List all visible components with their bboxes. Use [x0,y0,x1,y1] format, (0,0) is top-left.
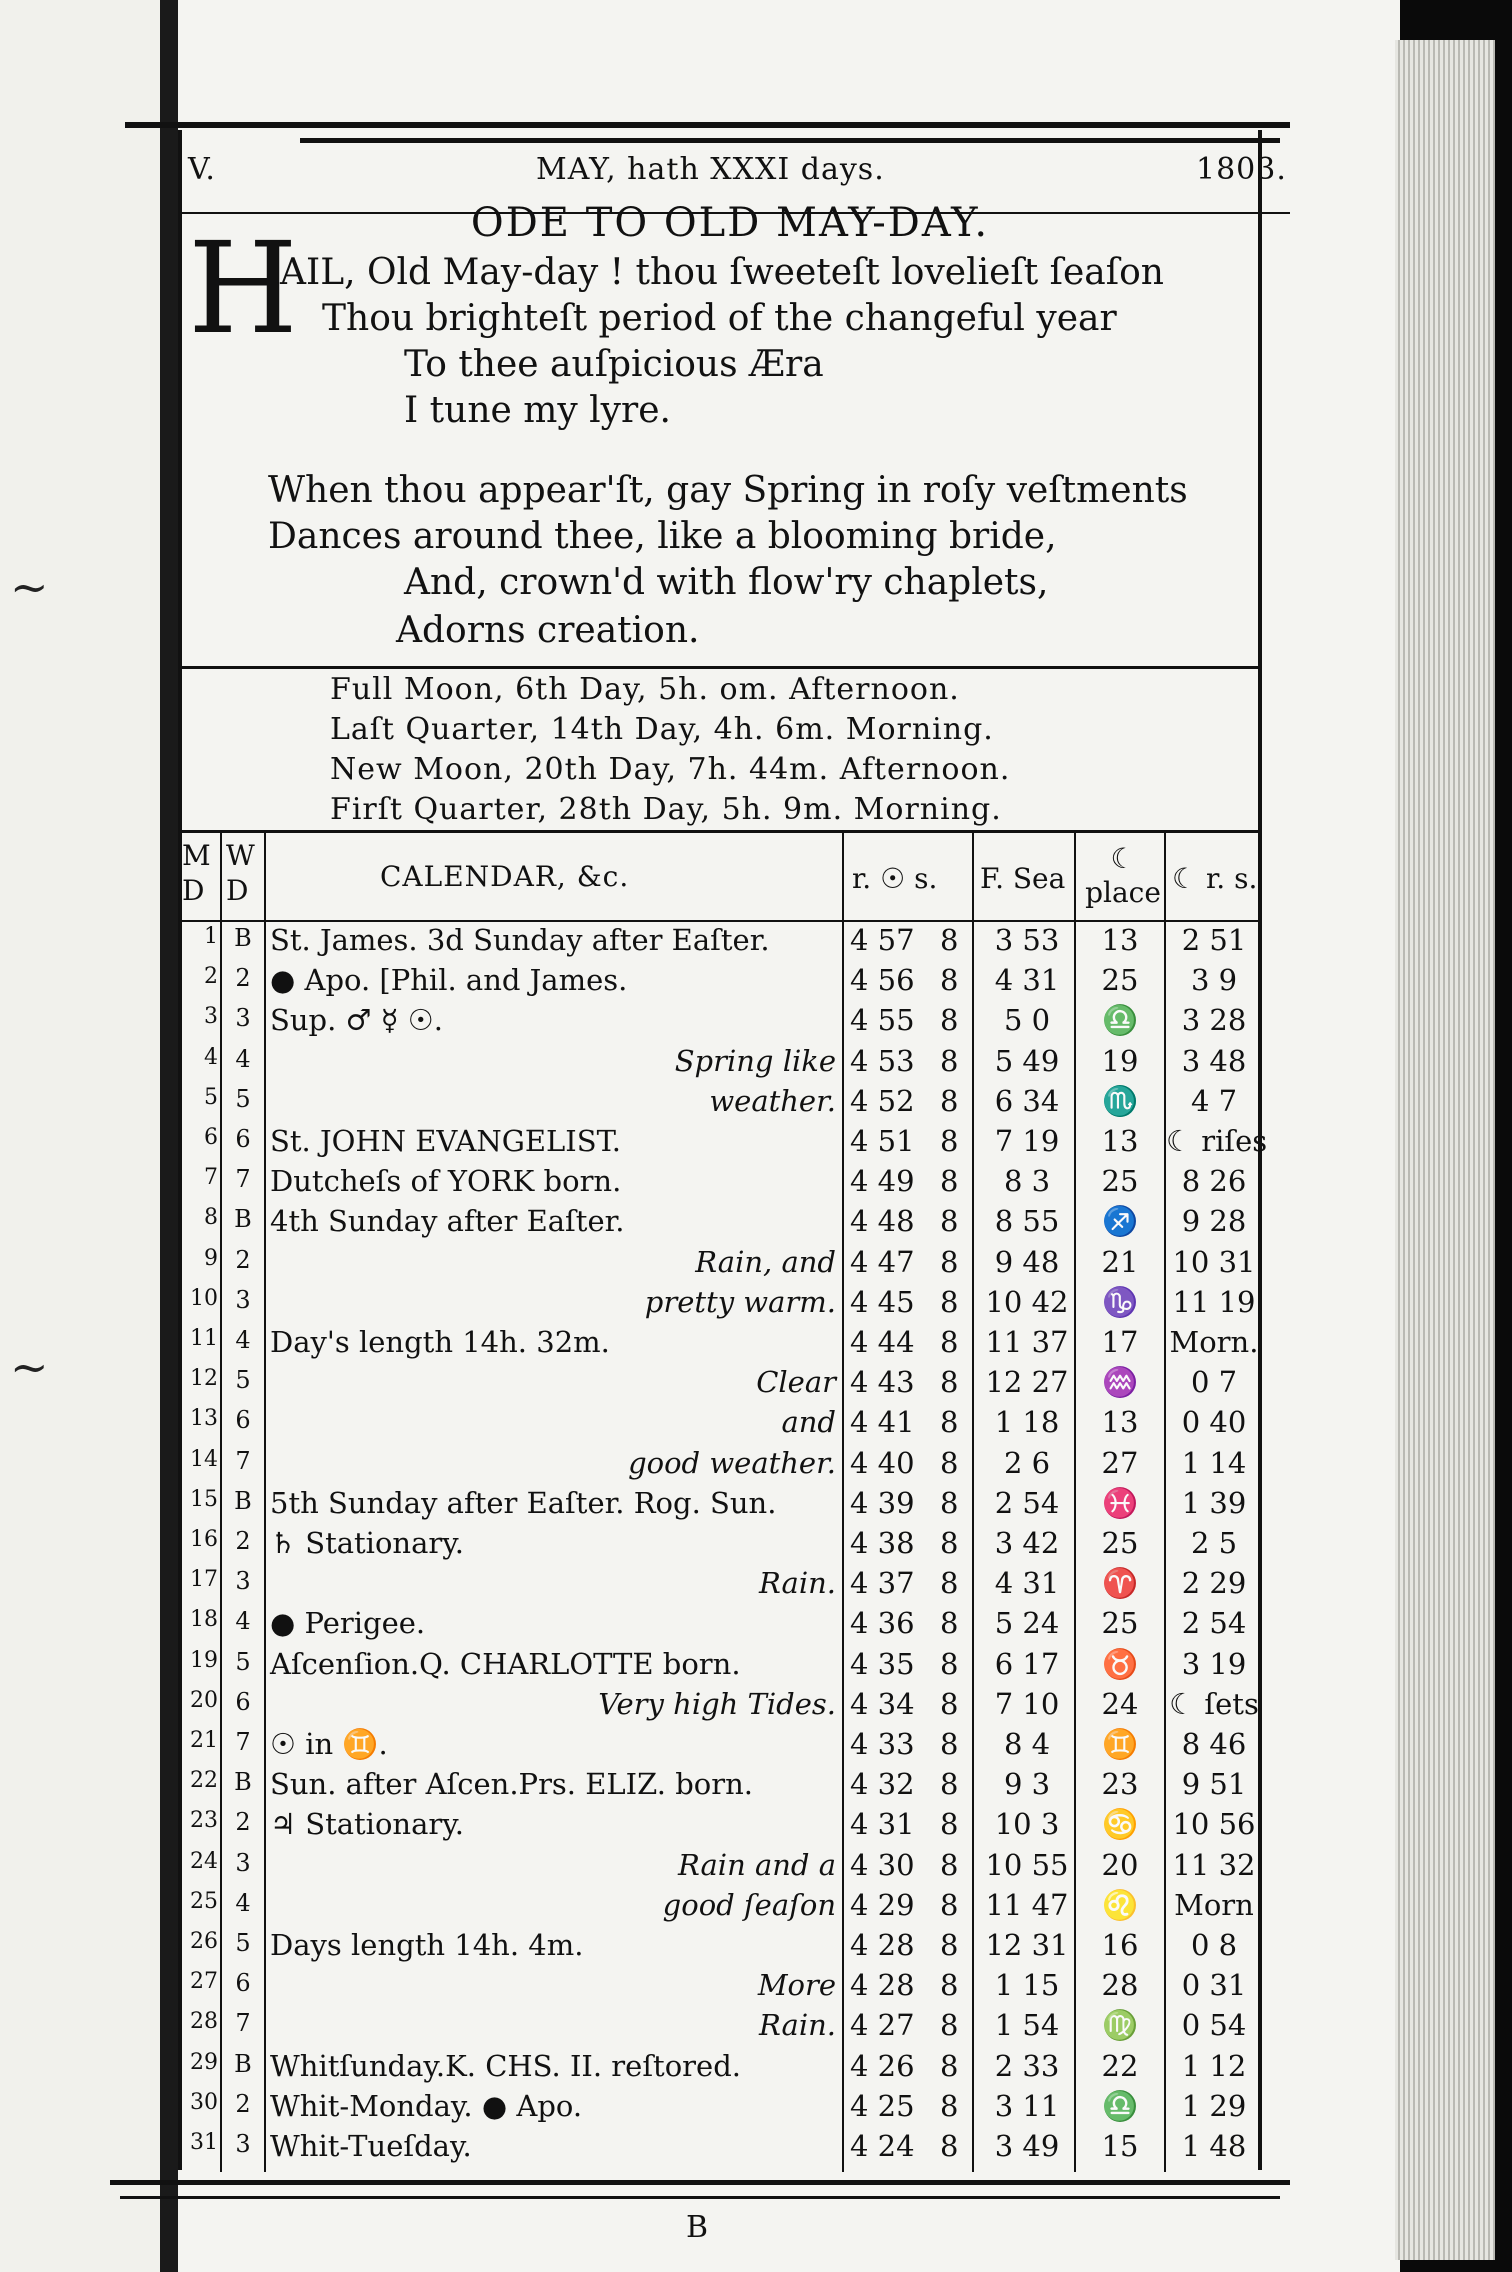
row-week-day: 2 [235,2090,251,2118]
row-sun-set: 8 [940,1647,959,1681]
row-sun-set: 8 [940,1164,959,1198]
row-sun-set: 8 [940,1365,959,1399]
col-head-place: ☾ place [1085,842,1161,909]
row-moon-place: ♐ [1101,1204,1139,1238]
row-sun-rise: 4 48 [850,1204,915,1238]
row-sun-rise: 4 28 [850,1928,915,1962]
row-moon-place: 25 [1101,963,1139,997]
col-head-md: M D [182,839,211,907]
header-year: 1803. [1196,152,1287,187]
row-week-day: B [234,2050,252,2078]
row-sun-set: 8 [940,1245,959,1279]
row-week-day: 3 [235,2130,251,2158]
row-sun-set: 8 [940,1285,959,1319]
row-month-day: 25 [190,1889,218,1914]
row-moon-place: ♍ [1101,2008,1139,2042]
row-calendar-note: Rain and a [678,1848,836,1882]
row-moon-place: 13 [1101,1124,1139,1158]
row-week-day: 6 [235,1406,251,1434]
row-moon-place: ♎ [1101,2089,1139,2123]
col-head-sun: r. ☉ s. [852,862,938,895]
bottom-rule [110,2180,1290,2185]
col-divider [1074,832,1076,2172]
row-month-day: 29 [190,2050,218,2075]
moon-phase: Firſt Quarter, 28th Day, 5h. 9m. Morning. [330,792,1002,827]
poem-title: ODE TO OLD MAY-DAY. [470,200,990,246]
row-moon-place: 25 [1101,1606,1139,1640]
row-full-sea: 2 54 [994,1486,1060,1520]
row-month-day: 22 [190,1768,218,1793]
row-moon-place: 27 [1101,1446,1139,1480]
row-moon-place: ♎ [1101,1003,1139,1037]
row-moon-rise-set: 2 29 [1181,1566,1247,1600]
row-moon-rise-set: 3 9 [1190,963,1238,997]
top-rule-inner [300,138,1280,143]
col-head-wd: W D [226,839,255,907]
row-week-day: 3 [235,1567,251,1595]
top-rule [125,122,1290,128]
row-week-day: 4 [235,1889,251,1917]
row-full-sea: 3 49 [994,2129,1060,2163]
row-moon-place: 16 [1101,1928,1139,1962]
row-moon-place: ♈ [1101,1566,1139,1600]
row-month-day: 13 [190,1406,218,1431]
row-moon-rise-set: 11 19 [1172,1285,1256,1319]
row-moon-rise-set: ☾ riſes [1166,1124,1268,1158]
row-moon-place: ♓ [1101,1486,1139,1520]
row-moon-rise-set: ☾ ſets [1169,1687,1259,1721]
row-calendar-event: ♃ Stationary. [270,1807,464,1841]
row-sun-set: 8 [940,1003,959,1037]
row-moon-rise-set: 2 51 [1181,923,1247,957]
row-moon-place: 19 [1101,1044,1139,1078]
row-sun-set: 8 [940,2089,959,2123]
row-full-sea: 3 53 [994,923,1060,957]
row-moon-rise-set: 1 12 [1181,2049,1247,2083]
row-moon-rise-set: 0 54 [1181,2008,1247,2042]
row-moon-rise-set: 3 19 [1181,1647,1247,1681]
row-calendar-event: Whitſunday.K. CHS. II. reſtored. [270,2049,741,2083]
col-divider [972,832,974,2172]
row-week-day: 5 [235,1929,251,1957]
row-calendar-event: ♄ Stationary. [270,1526,464,1560]
row-moon-place: ♋ [1101,1807,1139,1841]
row-full-sea: 11 37 [985,1325,1069,1359]
row-sun-rise: 4 47 [850,1245,915,1279]
row-month-day: 5 [204,1085,218,1110]
row-full-sea: 2 6 [1003,1446,1051,1480]
row-full-sea: 3 42 [994,1526,1060,1560]
row-calendar-event: Whit-Monday. ● Apo. [270,2089,583,2123]
row-month-day: 1 [204,924,218,949]
row-moon-place: 17 [1101,1325,1139,1359]
row-calendar-event: Aſcenſion.Q. CHARLOTTE born. [270,1647,741,1681]
row-full-sea: 9 3 [1003,1767,1051,1801]
row-sun-set: 8 [940,1486,959,1520]
row-moon-place: 13 [1101,1405,1139,1439]
row-moon-rise-set: Morn. [1169,1325,1259,1359]
header-title: MAY, hath XXXI days. [536,152,885,187]
row-full-sea: 7 19 [994,1124,1060,1158]
row-moon-place: 24 [1101,1687,1139,1721]
row-moon-rise-set: 1 48 [1181,2129,1247,2163]
row-month-day: 6 [204,1125,218,1150]
moon-phase: New Moon, 20th Day, 7h. 44m. Afternoon. [330,752,1011,787]
row-sun-rise: 4 27 [850,2008,915,2042]
row-moon-rise-set: 10 31 [1172,1245,1256,1279]
row-sun-rise: 4 55 [850,1003,915,1037]
row-week-day: B [234,1205,252,1233]
row-week-day: 2 [235,1808,251,1836]
row-calendar-event: Dutcheſs of YORK born. [270,1164,622,1198]
row-month-day: 30 [190,2090,218,2115]
row-sun-rise: 4 56 [850,963,915,997]
row-sun-set: 8 [940,1807,959,1841]
row-sun-rise: 4 31 [850,1807,915,1841]
poem-line: Thou brighteſt period of the changeful year [322,298,1117,339]
row-moon-rise-set: 8 26 [1181,1164,1247,1198]
row-calendar-note: and [781,1405,836,1439]
row-moon-place: ♊ [1101,1727,1139,1761]
row-calendar-note: Very high Tides. [598,1687,836,1721]
row-moon-place: 23 [1101,1767,1139,1801]
row-week-day: 7 [235,1447,251,1475]
row-sun-set: 8 [940,1566,959,1600]
row-full-sea: 6 17 [994,1647,1060,1681]
row-sun-set: 8 [940,923,959,957]
col-divider [842,832,844,2172]
poem-rule [180,666,1260,669]
row-week-day: 5 [235,1366,251,1394]
col-head-calendar: CALENDAR, &c. [380,860,630,893]
row-calendar-note: Rain, and [695,1245,836,1279]
row-sun-set: 8 [940,1084,959,1118]
row-sun-rise: 4 32 [850,1767,915,1801]
row-sun-set: 8 [940,1044,959,1078]
row-sun-rise: 4 45 [850,1285,915,1319]
header-left: V. [188,152,216,187]
row-month-day: 18 [190,1607,218,1632]
row-full-sea: 2 33 [994,2049,1060,2083]
row-week-day: 2 [235,1527,251,1555]
moon-phase: Laſt Quarter, 14th Day, 4h. 6m. Morning. [330,712,994,747]
row-sun-set: 8 [940,1727,959,1761]
row-sun-set: 8 [940,1888,959,1922]
col-divider [220,832,222,2172]
row-week-day: 7 [235,1728,251,1756]
row-month-day: 20 [190,1688,218,1713]
row-full-sea: 4 31 [994,1566,1060,1600]
row-sun-rise: 4 26 [850,2049,915,2083]
row-month-day: 4 [204,1045,218,1070]
poem-line: I tune my lyre. [404,390,671,431]
row-sun-set: 8 [940,1204,959,1238]
row-sun-rise: 4 37 [850,1566,915,1600]
row-month-day: 19 [190,1648,218,1673]
row-calendar-note: good weather. [628,1446,836,1480]
row-sun-set: 8 [940,1446,959,1480]
row-moon-rise-set: 1 39 [1181,1486,1247,1520]
facing-page [0,0,160,2272]
row-full-sea: 12 31 [985,1928,1069,1962]
row-calendar-event: 4th Sunday after Eaſter. [270,1204,625,1238]
row-sun-set: 8 [940,1325,959,1359]
row-moon-rise-set: 1 29 [1181,2089,1247,2123]
row-full-sea: 7 10 [994,1687,1060,1721]
row-month-day: 7 [204,1165,218,1190]
row-sun-rise: 4 41 [850,1405,915,1439]
row-moon-rise-set: 0 7 [1190,1365,1238,1399]
poem-line: Dances around thee, like a blooming bride, [268,516,1057,557]
row-week-day: 6 [235,1125,251,1153]
row-moon-place: 20 [1101,1848,1139,1882]
row-sun-set: 8 [940,2129,959,2163]
row-sun-rise: 4 51 [850,1124,915,1158]
row-sun-rise: 4 57 [850,923,915,957]
row-calendar-event: ● Apo. [Phil. and James. [270,963,628,997]
row-full-sea: 5 24 [994,1606,1060,1640]
row-week-day: 4 [235,1326,251,1354]
row-full-sea: 9 48 [994,1245,1060,1279]
row-week-day: 7 [235,1165,251,1193]
row-sun-rise: 4 33 [850,1727,915,1761]
row-week-day: 5 [235,1085,251,1113]
row-moon-place: 25 [1101,1526,1139,1560]
row-sun-rise: 4 28 [850,1968,915,2002]
row-month-day: 27 [190,1969,218,1994]
row-moon-rise-set: 0 31 [1181,1968,1247,2002]
row-month-day: 14 [190,1447,218,1472]
row-month-day: 28 [190,2009,218,2034]
row-sun-rise: 4 38 [850,1526,915,1560]
row-moon-rise-set: 8 46 [1181,1727,1247,1761]
row-full-sea: 4 31 [994,963,1060,997]
row-full-sea: 5 0 [1003,1003,1051,1037]
table-top-rule [180,830,1260,833]
row-month-day: 16 [190,1527,218,1552]
row-week-day: B [234,1487,252,1515]
row-moon-place: ♏ [1101,1084,1139,1118]
row-sun-rise: 4 34 [850,1687,915,1721]
handwriting-mark: ~ [10,560,49,614]
col-head-moon: ☾ r. s. [1172,862,1258,895]
row-month-day: 3 [204,1004,218,1029]
row-full-sea: 11 47 [985,1888,1069,1922]
row-calendar-note: Rain. [759,2008,836,2042]
row-moon-place: 13 [1101,923,1139,957]
row-moon-rise-set: Morn [1174,1888,1254,1922]
row-moon-place: 25 [1101,1164,1139,1198]
row-sun-set: 8 [940,2008,959,2042]
row-calendar-note: Clear [756,1365,836,1399]
row-sun-set: 8 [940,1124,959,1158]
row-week-day: 6 [235,1969,251,1997]
row-full-sea: 8 55 [994,1204,1060,1238]
row-calendar-event: Sup. ♂ ☿ ☉. [270,1003,443,1037]
row-sun-set: 8 [940,1968,959,2002]
row-moon-rise-set: 10 56 [1172,1807,1256,1841]
row-calendar-event: St. James. 3d Sunday after Eaſter. [270,923,770,957]
row-week-day: 3 [235,1004,251,1032]
row-sun-set: 8 [940,2049,959,2083]
row-moon-rise-set: 1 14 [1181,1446,1247,1480]
row-full-sea: 3 11 [994,2089,1060,2123]
row-month-day: 17 [190,1567,218,1592]
row-sun-set: 8 [940,963,959,997]
col-divider [264,832,266,2172]
row-sun-rise: 4 36 [850,1606,915,1640]
row-week-day: 3 [235,1849,251,1877]
row-calendar-note: weather. [709,1084,836,1118]
row-full-sea: 1 15 [994,1968,1060,2002]
row-full-sea: 6 34 [994,1084,1060,1118]
row-sun-rise: 4 49 [850,1164,915,1198]
row-sun-rise: 4 25 [850,2089,915,2123]
row-week-day: B [234,924,252,952]
row-moon-place: 28 [1101,1968,1139,2002]
row-calendar-event: Days length 14h. 4m. [270,1928,584,1962]
book-gutter [160,0,178,2272]
row-full-sea: 12 27 [985,1365,1069,1399]
header-under-rule [180,920,1260,922]
page-edges [1395,40,1495,2260]
row-sun-rise: 4 35 [850,1647,915,1681]
row-month-day: 23 [190,1808,218,1833]
poem-line: And, crown'd with flow'ry chaplets, [404,562,1049,603]
row-full-sea: 8 4 [1003,1727,1051,1761]
row-full-sea: 1 18 [994,1405,1060,1439]
row-sun-rise: 4 39 [850,1486,915,1520]
row-sun-rise: 4 53 [850,1044,915,1078]
bottom-rule-inner [120,2196,1280,2199]
row-sun-rise: 4 29 [850,1888,915,1922]
row-calendar-event: Whit-Tueſday. [270,2129,472,2163]
row-calendar-event: Day's length 14h. 32m. [270,1325,610,1359]
row-moon-rise-set: 0 40 [1181,1405,1247,1439]
row-moon-rise-set: 9 28 [1181,1204,1247,1238]
row-full-sea: 10 42 [985,1285,1069,1319]
moon-phase: Full Moon, 6th Day, 5h. om. Afternoon. [330,672,960,707]
row-moon-place: 15 [1101,2129,1139,2163]
poem-dropcap: H [188,215,298,362]
row-moon-rise-set: 11 32 [1172,1848,1256,1882]
row-sun-rise: 4 44 [850,1325,915,1359]
row-sun-set: 8 [940,1848,959,1882]
row-week-day: 2 [235,1246,251,1274]
row-full-sea: 5 49 [994,1044,1060,1078]
row-week-day: 5 [235,1648,251,1676]
row-moon-place: 22 [1101,2049,1139,2083]
poem-line: When thou appear'ſt, gay Spring in roſy veſtments [268,470,1188,511]
row-month-day: 9 [204,1246,218,1271]
row-moon-rise-set: 4 7 [1190,1084,1238,1118]
row-week-day: 2 [235,964,251,992]
row-calendar-event: St. JOHN EVANGELIST. [270,1124,621,1158]
row-week-day: 6 [235,1688,251,1716]
row-calendar-event: Sun. after Aſcen.Prs. ELIZ. born. [270,1767,753,1801]
row-week-day: 7 [235,2009,251,2037]
row-month-day: 26 [190,1929,218,1954]
row-moon-place: ♑ [1101,1285,1139,1319]
row-sun-set: 8 [940,1405,959,1439]
poem-line: To thee auſpicious Æra [404,344,824,385]
row-sun-rise: 4 52 [850,1084,915,1118]
row-calendar-note: Spring like [674,1044,836,1078]
row-month-day: 31 [190,2130,218,2155]
row-month-day: 15 [190,1487,218,1512]
row-calendar-note: More [757,1968,836,2002]
signature-mark: B [686,2210,709,2245]
row-sun-set: 8 [940,1928,959,1962]
row-month-day: 2 [204,964,218,989]
row-full-sea: 1 54 [994,2008,1060,2042]
row-month-day: 24 [190,1849,218,1874]
row-month-day: 8 [204,1205,218,1230]
row-sun-set: 8 [940,1687,959,1721]
row-full-sea: 8 3 [1003,1164,1051,1198]
row-moon-rise-set: 3 48 [1181,1044,1247,1078]
row-moon-rise-set: 0 8 [1190,1928,1238,1962]
row-sun-rise: 4 24 [850,2129,915,2163]
row-month-day: 10 [190,1286,218,1311]
row-moon-place: ♌ [1101,1888,1139,1922]
row-full-sea: 10 3 [994,1807,1060,1841]
poem-line: Adorns creation. [396,610,700,651]
row-moon-place: 21 [1101,1245,1139,1279]
row-month-day: 12 [190,1366,218,1391]
row-month-day: 21 [190,1728,218,1753]
row-week-day: B [234,1768,252,1796]
row-calendar-event: 5th Sunday after Eaſter. Rog. Sun. [270,1486,777,1520]
row-moon-rise-set: 2 54 [1181,1606,1247,1640]
row-calendar-event: ● Perigee. [270,1606,426,1640]
row-moon-rise-set: 2 5 [1190,1526,1238,1560]
row-calendar-note: pretty warm. [644,1285,836,1319]
row-calendar-event: ☉ in ♊. [270,1727,388,1761]
row-full-sea: 10 55 [985,1848,1069,1882]
row-sun-rise: 4 43 [850,1365,915,1399]
row-moon-place: ♒ [1101,1365,1139,1399]
row-week-day: 3 [235,1286,251,1314]
row-month-day: 11 [190,1326,218,1351]
row-sun-set: 8 [940,1526,959,1560]
row-moon-place: ♉ [1101,1647,1139,1681]
row-sun-rise: 4 40 [850,1446,915,1480]
row-calendar-note: Rain. [759,1566,836,1600]
row-week-day: 4 [235,1607,251,1635]
row-sun-set: 8 [940,1767,959,1801]
handwriting-mark: ~ [10,1340,49,1394]
row-sun-set: 8 [940,1606,959,1640]
row-calendar-note: good ſeaſon [662,1888,836,1922]
poem-line: AIL, Old May-day ! thou ſweeteſt lovelieſt ſeaſon [280,252,1164,293]
row-moon-rise-set: 3 28 [1181,1003,1247,1037]
row-moon-rise-set: 9 51 [1181,1767,1247,1801]
row-sun-rise: 4 30 [850,1848,915,1882]
col-head-sea: F. Sea [980,862,1066,895]
row-week-day: 4 [235,1045,251,1073]
